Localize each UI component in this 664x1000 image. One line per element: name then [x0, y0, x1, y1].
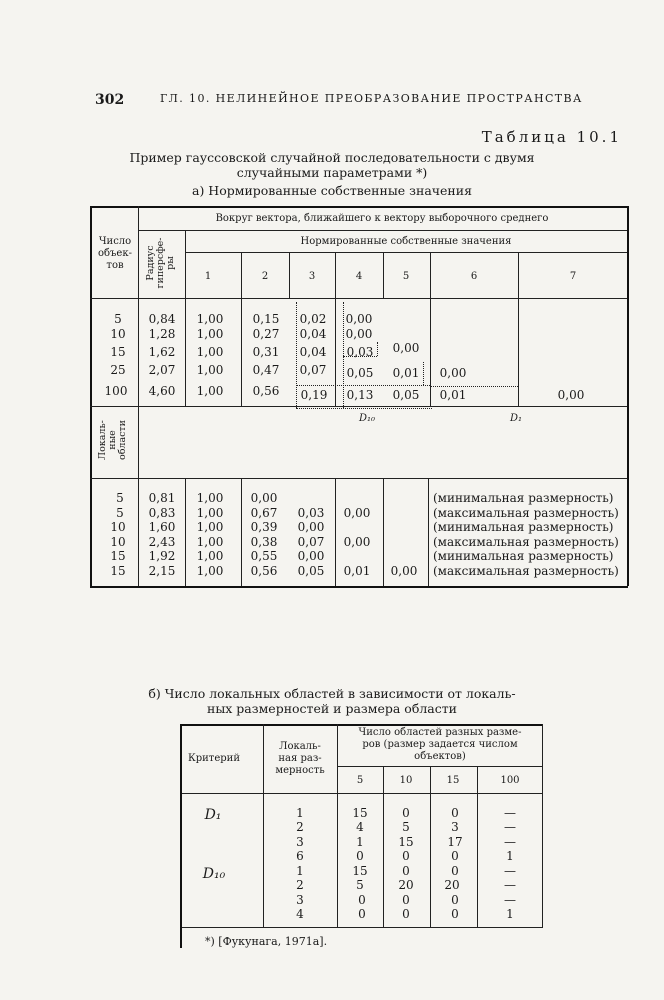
- row-count: 0: [402, 806, 410, 820]
- row-count: —: [504, 864, 516, 878]
- row-objects: 5: [114, 312, 122, 326]
- col-3: 3: [308, 271, 316, 282]
- row-radius: 4,60: [148, 384, 176, 398]
- row-count: 0: [402, 893, 410, 907]
- row-value: 0,05: [297, 564, 325, 578]
- head-local-dim-l1: Локаль-: [279, 741, 321, 752]
- row-value: 0,00: [557, 388, 585, 402]
- head-local-dim-l3: мерность: [275, 765, 325, 776]
- row-value: 0,19: [300, 388, 328, 402]
- row-radius: 0,83: [148, 506, 176, 520]
- row-radius: 2,07: [148, 363, 176, 377]
- row-dim: 2: [296, 820, 304, 834]
- row-radius: 0,81: [148, 491, 176, 505]
- row-value: 0,05: [346, 366, 374, 380]
- row-count: 17: [447, 835, 463, 849]
- head-count-l3: объектов): [414, 751, 466, 762]
- row-value: 0,00: [439, 366, 467, 380]
- head-criterion: Критерий: [188, 753, 240, 764]
- row-value: 0,39: [250, 520, 278, 534]
- running-head: ГЛ. 10. НЕЛИНЕЙНОЕ ПРЕОБРАЗОВАНИЕ ПРОСТРАНСТВА: [160, 92, 583, 105]
- row-count: 5: [356, 878, 364, 892]
- row-value: 0,01: [343, 564, 371, 578]
- row-value: 0,01: [439, 388, 467, 402]
- row-count: 0: [402, 864, 410, 878]
- row-value: 0,00: [345, 312, 373, 326]
- row-dim: 1: [296, 806, 304, 820]
- col-7: 7: [569, 271, 577, 282]
- section-a-title: а) Нормированные собственные значения: [192, 183, 472, 198]
- row-value: 0,13: [346, 388, 374, 402]
- row-value: 1,00: [196, 491, 224, 505]
- row-count: 0: [451, 806, 459, 820]
- row-note: (максимальная размерность): [433, 506, 619, 520]
- row-count: 0: [358, 893, 366, 907]
- criterion-d1: D₁: [204, 807, 222, 823]
- row-count: 0: [451, 893, 459, 907]
- row-value: 0,38: [250, 535, 278, 549]
- row-note: (максимальная размерность): [433, 535, 619, 549]
- row-count: 0: [402, 907, 410, 921]
- row-value: 0,07: [297, 535, 325, 549]
- row-radius: 1,28: [148, 327, 176, 341]
- row-value: 0,04: [299, 345, 327, 359]
- row-value: 0,31: [252, 345, 280, 359]
- row-count: —: [504, 893, 516, 907]
- row-value: 0,55: [250, 549, 278, 563]
- row-value: 1,00: [196, 549, 224, 563]
- row-count: 1: [506, 907, 514, 921]
- row-value: 0,03: [297, 506, 325, 520]
- row-count: 0: [402, 849, 410, 863]
- row-count: —: [504, 820, 516, 834]
- row-note: (минимальная размерность): [433, 549, 614, 563]
- row-value: 0,04: [299, 327, 327, 341]
- row-value: 1,00: [196, 506, 224, 520]
- table-label: Таблица 10.1: [481, 128, 622, 146]
- row-count: 1: [506, 849, 514, 863]
- row-radius: 0,84: [148, 312, 176, 326]
- row-count: 20: [398, 878, 414, 892]
- row-value: 0,07: [299, 363, 327, 377]
- col-1: 1: [204, 271, 212, 282]
- row-value: 0,15: [252, 312, 280, 326]
- row-count: 1: [356, 835, 364, 849]
- row-count: 5: [402, 820, 410, 834]
- row-value: 0,27: [252, 327, 280, 341]
- head-count-l2: ров (размер задается числом: [362, 739, 518, 750]
- row-count: 0: [451, 864, 459, 878]
- row-value: 1,00: [196, 327, 224, 341]
- row-value: 1,00: [196, 345, 224, 359]
- row-value: 0,00: [250, 491, 278, 505]
- row-note: (минимальная размерность): [433, 520, 614, 534]
- row-count: 15: [352, 806, 368, 820]
- row-value: 0,00: [343, 535, 371, 549]
- head-local-l1: Локаль-: [97, 420, 108, 460]
- section-b-title: [0, 686, 664, 716]
- row-objects: 15: [110, 345, 126, 359]
- row-value: 0,67: [250, 506, 278, 520]
- row-dim: 3: [296, 893, 304, 907]
- head-radius: [146, 234, 176, 292]
- row-value: 0,00: [343, 506, 371, 520]
- table-title: [0, 150, 664, 180]
- row-value: 0,03: [346, 345, 374, 359]
- row-value: 0,47: [252, 363, 280, 377]
- row-count: 0: [451, 907, 459, 921]
- head-radius-l3: ры: [165, 256, 176, 270]
- row-objects: 5: [116, 491, 124, 505]
- footnote: *) [Фукунага, 1971а].: [205, 935, 328, 948]
- row-count: 20: [444, 878, 460, 892]
- row-value: 1,00: [196, 363, 224, 377]
- head-objects-l3: тов: [106, 260, 124, 271]
- row-count: 4: [356, 820, 364, 834]
- col-size-100: 100: [500, 775, 520, 786]
- row-dim: 1: [296, 864, 304, 878]
- row-objects: 10: [110, 327, 126, 341]
- row-dim: 4: [296, 907, 304, 921]
- table-title-line1: Пример гауссовской случайной последовательности с двумя: [129, 150, 535, 165]
- head-radius-l1: Радиус: [145, 245, 156, 281]
- row-value: 1,00: [196, 520, 224, 534]
- row-objects: 15: [110, 564, 126, 578]
- section-b-title-line1: б) Число локальных областей в зависимости от локаль-: [148, 686, 516, 701]
- row-value: 1,00: [196, 564, 224, 578]
- row-dim: 3: [296, 835, 304, 849]
- row-count: 0: [451, 849, 459, 863]
- row-value: 1,00: [196, 535, 224, 549]
- col-size-10: 10: [399, 775, 413, 786]
- head-top: Вокруг вектора, ближайшего к вектору выборочного среднего: [215, 213, 549, 224]
- row-value: 0,00: [390, 564, 418, 578]
- row-count: 3: [451, 820, 459, 834]
- criterion-d10: D₁₀: [202, 866, 226, 882]
- col-5: 5: [402, 271, 410, 282]
- row-radius: 1,62: [148, 345, 176, 359]
- row-radius: 1,92: [148, 549, 176, 563]
- row-value: 0,01: [392, 366, 420, 380]
- row-value: 0,02: [299, 312, 327, 326]
- col-size-5: 5: [356, 775, 364, 786]
- row-note: (максимальная размерность): [433, 564, 619, 578]
- head-local-l2: ные: [107, 430, 118, 450]
- row-value: 0,00: [392, 341, 420, 355]
- head-objects-l1: Число: [98, 236, 132, 247]
- row-value: 0,05: [392, 388, 420, 402]
- row-radius: 2,15: [148, 564, 176, 578]
- row-value: 1,00: [196, 384, 224, 398]
- row-objects: 25: [110, 363, 126, 377]
- row-objects: 10: [110, 520, 126, 534]
- row-count: —: [504, 806, 516, 820]
- col-6: 6: [470, 271, 478, 282]
- row-value: 0,56: [252, 384, 280, 398]
- row-count: —: [504, 835, 516, 849]
- row-objects: 15: [110, 549, 126, 563]
- head-count-l1: Число областей разных разме-: [358, 727, 522, 738]
- row-objects: 10: [110, 535, 126, 549]
- row-objects: 100: [104, 384, 128, 398]
- col-2: 2: [261, 271, 269, 282]
- section-b-title-line2: ных размерностей и размера области: [207, 701, 457, 716]
- page-number: 302: [95, 92, 125, 108]
- head-local-l3: области: [117, 419, 128, 461]
- row-count: 15: [398, 835, 414, 849]
- table-title-line2: случайными параметрами *): [236, 165, 428, 180]
- row-count: 0: [358, 907, 366, 921]
- row-value: 0,00: [345, 327, 373, 341]
- row-count: 0: [356, 849, 364, 863]
- row-dim: 2: [296, 878, 304, 892]
- head-count: [338, 727, 542, 763]
- head-radius-l2: гиперсфе-: [155, 237, 166, 289]
- row-value: 0,00: [297, 520, 325, 534]
- row-value: 0,00: [297, 549, 325, 563]
- head-local-dim: [266, 741, 334, 777]
- row-value: 1,00: [196, 312, 224, 326]
- row-dim: 6: [296, 849, 304, 863]
- row-note: (минимальная размерность): [433, 491, 614, 505]
- head-local-dim-l2: ная раз-: [278, 753, 322, 764]
- row-value: 0,56: [250, 564, 278, 578]
- col-4: 4: [355, 271, 363, 282]
- head-local: [98, 410, 128, 470]
- head-norm: Нормированные собственные значения: [300, 236, 512, 247]
- col-size-15: 15: [446, 775, 460, 786]
- label-d10: D₁₀: [358, 413, 376, 424]
- row-radius: 1,60: [148, 520, 176, 534]
- row-radius: 2,43: [148, 535, 176, 549]
- head-objects: [94, 236, 136, 272]
- head-objects-l2: объек-: [98, 248, 132, 259]
- row-objects: 5: [116, 506, 124, 520]
- row-count: —: [504, 878, 516, 892]
- row-count: 15: [352, 864, 368, 878]
- label-d1: D₁: [509, 413, 523, 424]
